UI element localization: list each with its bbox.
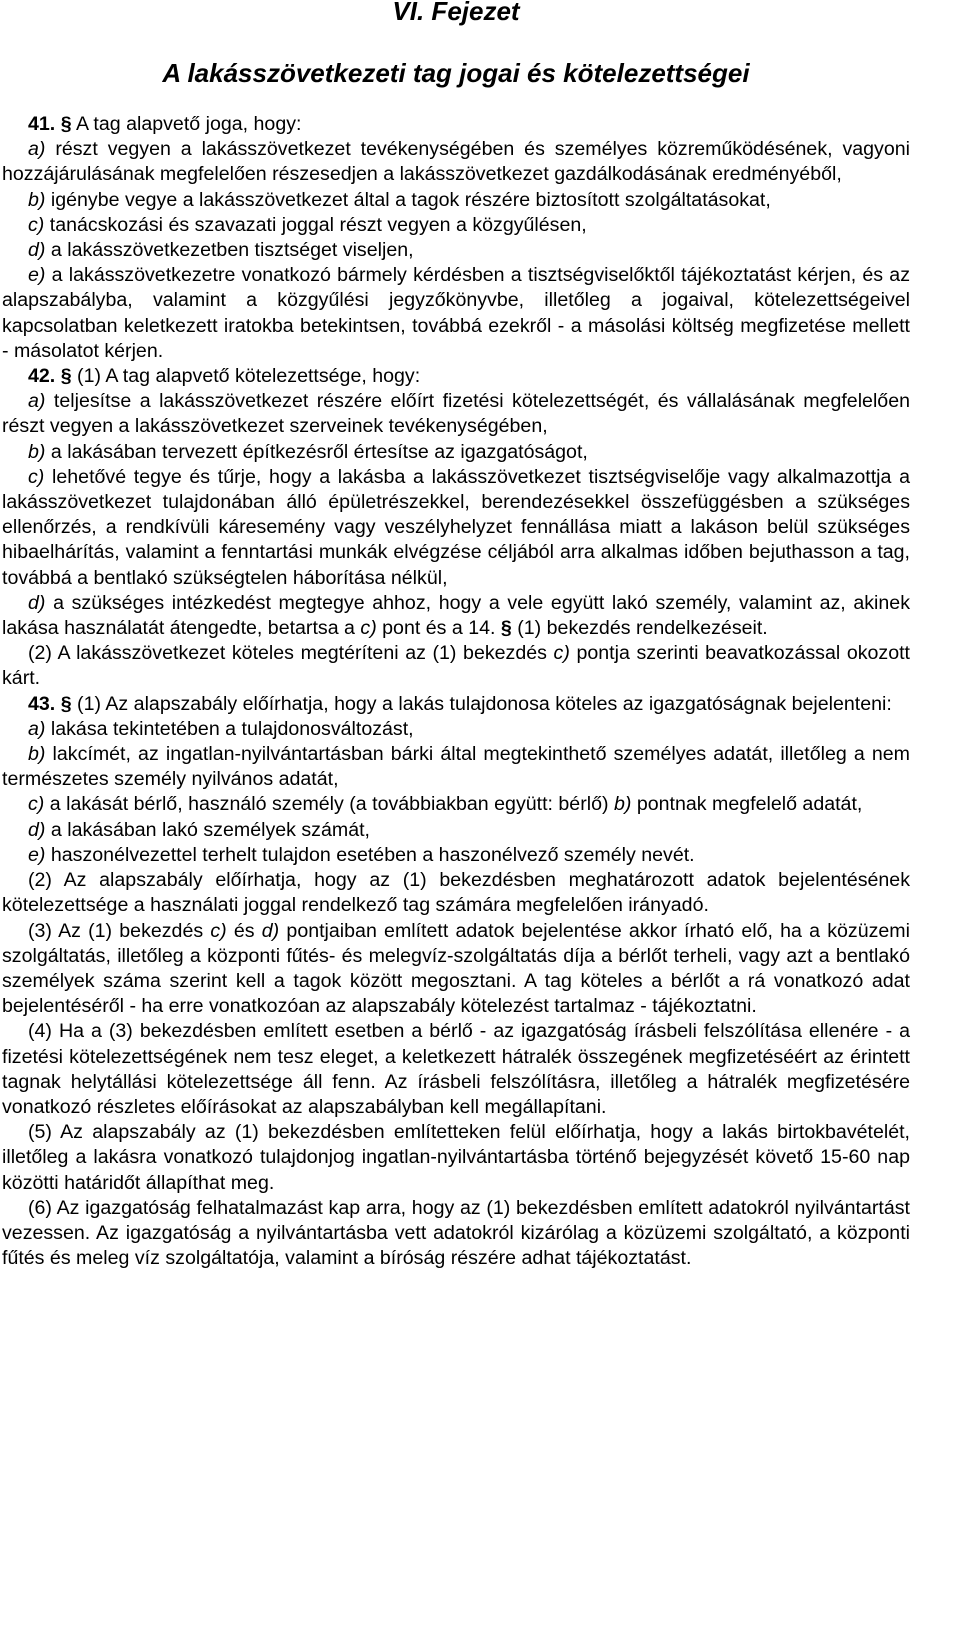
chapter-title: VI. Fejezet xyxy=(392,0,520,26)
list-item: e) haszonélvezettel terhelt tulajdon esetében a haszonélvező személy nevét. xyxy=(28,843,695,866)
section-symbol: § xyxy=(500,617,512,640)
list-item: d) a lakásában lakó személyek számát, xyxy=(28,818,370,841)
paragraph-43-5: (5) Az alapszabály az (1) bekezdésben említetteken felül előírhatja, hogy a lakás birtokbavételét, illetőleg a lakásra vonatkozó tulajdonjog ingatlan-nyilvántartásba történő bejegyzését követő 15-60 nap közötti határidőt állapíthat meg. xyxy=(2,1121,910,1194)
section-heading: A lakásszövetkezeti tag jogai és kötelezettségei xyxy=(162,58,750,88)
section-symbol: § xyxy=(60,365,72,388)
section-symbol: § xyxy=(60,113,72,135)
paragraph-43-2: (2) Az alapszabály előírhatja, hogy az (1) bekezdésben meghatározott adatok bejelentésének kötelezettsége a használati joggal rendelkező tag számára megfelelően irányadó. xyxy=(2,869,910,917)
paragraph-41-intro: 41. § A tag alapvető joga, hogy: xyxy=(28,113,302,135)
section-symbol: § xyxy=(60,692,72,715)
section-number: 42. xyxy=(28,365,56,388)
list-item: c) lehetővé tegye és tűrje, hogy a lakásba a lakásszövetkezet tisztségviselője vagy alkalmazottja a lakásszövetkezet tulajdonában álló épületrészekkel, berendezésekkel összefüggésben a szükséges ellenőrzés, a rendkívüli káresemény vagy veszélyhelyzet fennállása miatt a lakáson belül szükséges hibaelhárítás, valamint a fenntartási munkák elvégzése céljából arra alkalmas időben bejuthasson a tag, továbbá a bentlakó szükségtelen háborítása nélkül, xyxy=(2,465,910,589)
list-item: e) a lakásszövetkezetre vonatkozó bármely kérdésben a tisztségviselőktől tájékoztatást kérjen, és az alapszabályba, valamint a közgyűlési jegyzőkönyvbe, illetőleg a jogaival, kötelezettségeivel kapcsolatban keletkezett iratokba betekintsen, továbbá ezekről - a másolási költség megfizetése mellett - másolatot kérjen. xyxy=(2,264,910,362)
list-item: c) tanácskozási és szavazati joggal részt vegyen a közgyűlésen, xyxy=(28,213,587,236)
list-item: b) igénybe vegye a lakásszövetkezet által a tagok részére biztosított szolgáltatásokat, xyxy=(28,188,771,211)
list-item: a) teljesítse a lakásszövetkezet részére előírt fizetési kötelezettségét, és vállalásának megfelelően részt vegyen a lakásszövetkezet szerveinek tevékenységében, xyxy=(2,390,910,438)
paragraph-43-3: (3) Az (1) bekezdés c) és d) pontjaiban említett adatok bejelentése akkor írható elő, ha a közüzemi szolgáltatás, illetőleg a központi fűtés- és melegvíz-szolgáltatás díja a bérlőt terheli, vagy azt a bentlakó személyek száma szerint kell a tagok között megosztani. A tag köteles a bérlőt a rá vonatkozó adat bejelentéséről - ha erre vonatkozóan az alapszabály kötelezést tartalmaz - tájékoztatni. xyxy=(2,919,910,1018)
list-item: d) a lakásszövetkezetben tisztséget viseljen, xyxy=(28,239,414,262)
paragraph-42-2: (2) A lakásszövetkezet köteles megtéríteni az (1) bekezdés c) pontja szerinti beavatkozással okozott kárt. xyxy=(2,642,910,690)
list-item: b) a lakásában tervezett építkezésről értesítse az igazgatóságot, xyxy=(28,440,588,463)
paragraph-43-6: (6) Az igazgatóság felhatalmazást kap arra, hogy az (1) bekezdésben említett adatokról nyilvántartást vezessen. Az igazgatóság a nyilvántartásba vett adatokról kizárólag a közüzemi szolgáltató, a központi fűtés és meleg víz szolgáltatója, valamint a bíróság részére adhat tájékoztatást. xyxy=(2,1196,910,1270)
list-item: a) részt vegyen a lakásszövetkezet tevékenységében és személyes közreműködésének, vagyoni hozzájárulásának megfelelően részesedjen a lakásszövetkezet gazdálkodásának eredményéből, xyxy=(2,138,910,186)
paragraph-42-intro: 42. § (1) A tag alapvető kötelezettsége, hogy: xyxy=(28,365,421,388)
paragraph-43-4: (4) Ha a (3) bekezdésben említett esetben a bérlő - az igazgatóság írásbeli felszólítása ellenére - a fizetési kötelezettségének nem tesz eleget, a keletkezett hátralék összegének megfizetéséért az érintett tagnak helytállási kötelezettsége áll fenn. Az írásbeli felszólításra, illetőleg a hátralék megfizetésére vonatkozó részletes előírásokat az alapszabályban kell megállapítani. xyxy=(2,1020,910,1118)
list-item: d) a szükséges intézkedést megtegye ahhoz, hogy a vele együtt lakó személy, valamint az, akinek lakása használatát átengedte, betartsa a c) pont és a 14. § (1) bekezdés rendelkezéseit. xyxy=(2,591,910,640)
paragraph-43-intro: 43. § (1) Az alapszabály előírhatja, hogy a lakás tulajdonosa köteles az igazgatóságnak bejelenteni: xyxy=(28,692,892,715)
list-item: c) a lakását bérlő, használó személy (a továbbiakban együtt: bérlő) b) pontnak megfelelő adatát, xyxy=(28,793,863,816)
section-number: 43. xyxy=(28,692,56,715)
list-item: b) lakcímét, az ingatlan-nyilvántartásban bárki által megtekinthető személyes adatát, illetőleg a nem természetes személy nyilvános adatát, xyxy=(2,743,910,791)
list-item: a) lakása tekintetében a tulajdonosváltozást, xyxy=(28,717,414,740)
section-number: 41. xyxy=(28,113,56,135)
